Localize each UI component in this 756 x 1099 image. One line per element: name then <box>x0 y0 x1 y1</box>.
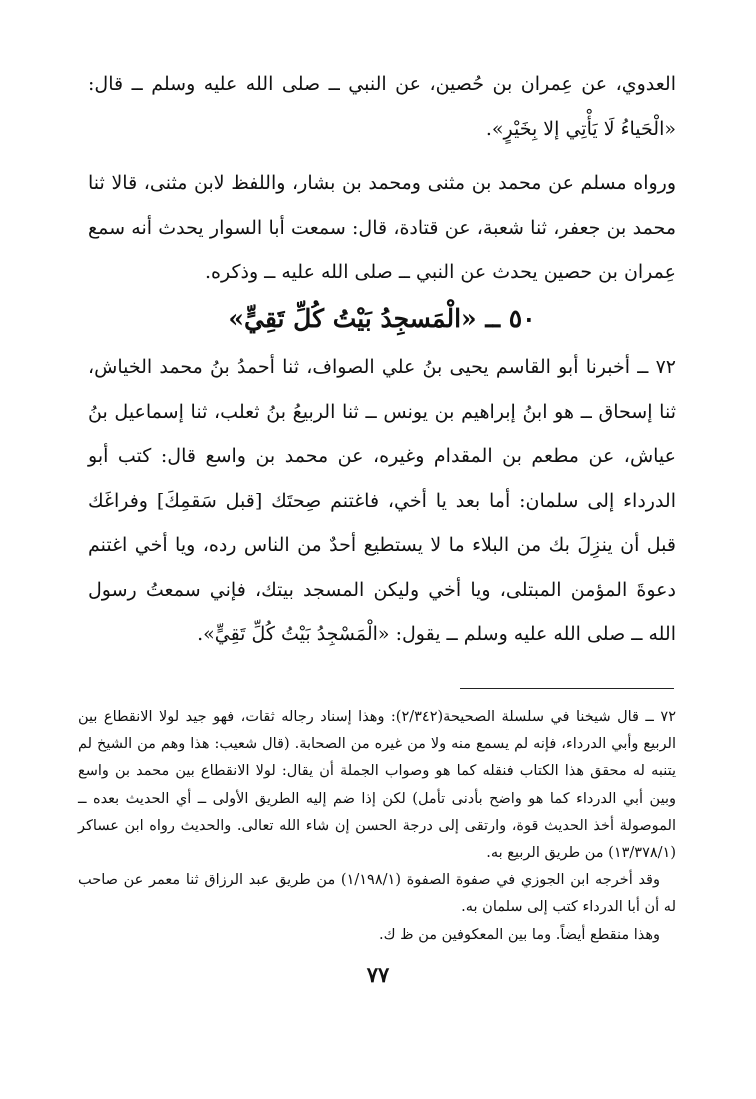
paragraph-muslim-narration: ورواه مسلم عن محمد بن مثنى ومحمد بن بشار، واللفظ لابن مثنى، قالا ثنا محمد بن جعفر، ثنا شعبة، عن قتادة، قال: سمعت أبا السوار يحدث أنه سمع عِمران بن حصين يحدث عن النبي ــ صلى الله عليه ــ وذكره. <box>88 172 676 283</box>
footnote-interrupted-note: وهذا منقطع أيضاً. وما بين المعكوفين من ظ ك. <box>379 926 660 943</box>
footnote-ibn-jawzi: وقد أخرجه ابن الجوزي في صفوة الصفوة (١/١٩٨/١) من طريق عبد الرزاق ثنا معمر عن صاحب له أن أبا الدرداء كتب إلى سلمان به. <box>78 872 676 916</box>
main-text-block <box>88 62 676 657</box>
footnote-72: ٧٢ ــ قال شيخنا في سلسلة الصحيحة(٢/٣٤٢): وهذا إسناد رجاله ثقات، فهو جيد لولا الانقطاع بين الربيع وأبي الدرداء، فإنه لم يسمع منه ولا من غيره من الصحابة. (قال شعيب: هذا وهم من الشيخ لم يتنبه له محقق هذا الكتاب فنقله كما هو وصواب الجملة أن يقال: لولا الانقطاع بين محمد بن واسع وبين أبي الدرداء كما هو واضح بأدنى تأمل) لكن إذا ضم إليه الطريق الأولى ــ أي الحديث بعده ــ الموصولة أخذ الحديث قوة، وارتقى إلى درجة الحسن إن شاء الله تعالى. والحديث رواه ابن عساكر (١٣/٣٧٨/١) من طريق الربيع به. <box>78 709 676 862</box>
paragraph-hadith-continuation: العدوي، عن عِمران بن حُصين، عن النبي ــ صلى الله عليه وسلم ــ قال: «الْحَياءُ لَا يَأْتِي إلا بِخَيْرٍ». <box>88 73 676 140</box>
page-number: ٧٧ <box>366 962 390 987</box>
footnote-divider <box>460 688 674 689</box>
chapter-heading: ٥٠ ــ «الْمَسجِدُ بَيْتُ كُلِّ تَقِيٍّ» <box>228 303 536 333</box>
footnotes-block <box>78 704 676 949</box>
paragraph-hadith-72: ٧٢ ــ أخبرنا أبو القاسم يحيى بنُ علي الصواف، ثنا أحمدُ بنُ محمد الخياش، ثنا إسحاق ــ هو ابنُ إبراهيم بن يونس ــ ثنا الربيعُ بنُ ثعلب، ثنا إسماعيل بنُ عياش، عن مطعم بن المقدام وغيره، عن محمد بن واسع قال: كتب أبو الدرداء إلى سلمان: أما بعد يا أخي، فاغتنم صِحتَك [قبل سَقمِكَ] وفراغَك قبل أن ينزِلَ بك من البلاء ما لا يستطيع أحدٌ من الناس رده، ويا أخي اغتنم دعوةَ المؤمن المبتلى، ويا أخي وليكن المسجد بيتك، فإني سمعتُ رسول الله ــ صلى الله عليه وسلم ــ يقول: «الْمَسْجِدُ بَيْتُ كُلِّ تَقِيٍّ». <box>88 356 676 645</box>
